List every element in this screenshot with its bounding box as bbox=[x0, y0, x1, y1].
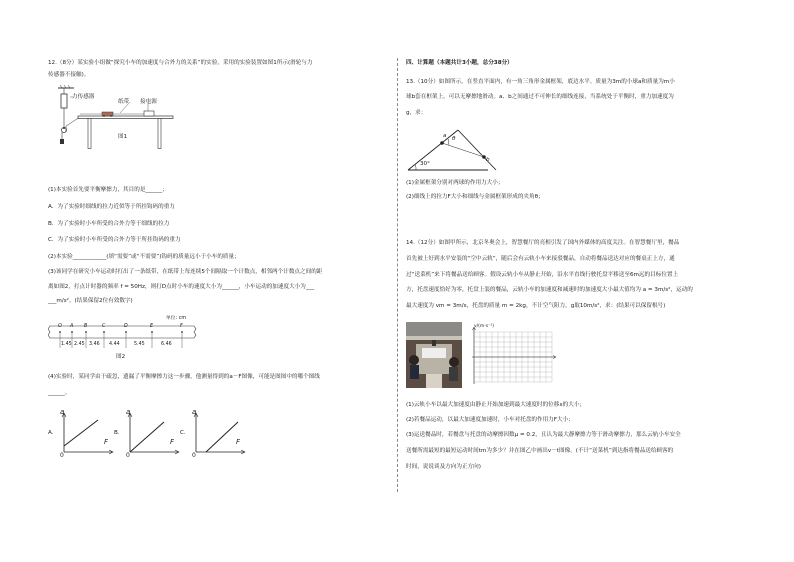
q13-label-theta: θ bbox=[452, 136, 456, 142]
graph-c-xaxis: F bbox=[236, 438, 241, 446]
graph-b-label: B. bbox=[114, 430, 120, 436]
q13-line3: g，求： bbox=[406, 110, 427, 116]
q14-line2: 首先被上好到水平安装的“空中云轨”，随后会有云轨小车来接驳餐品，自动将餐品送达对应的餐桌正上方，通 bbox=[406, 256, 675, 262]
fig2-caption: 图2 bbox=[116, 354, 126, 360]
q12-sub3-line2: 离如图2，打点计时器的频率 f = 50Hz，则打D点时小车的速度大小为______，小车运动的加速度大小为___ bbox=[48, 284, 315, 290]
section-4-heading: 四、计算题（本题共计3小题，总分38分） bbox=[406, 60, 513, 66]
graph-a-origin: 0 bbox=[60, 452, 64, 459]
q12-option-a: A．为了实验时细线的拉力近似等于所挂钩码的重力 bbox=[48, 204, 175, 210]
tape-point-e: E bbox=[150, 324, 154, 329]
graph-b-origin: 0 bbox=[126, 452, 130, 459]
tape-distance-bc: 3.46 bbox=[89, 342, 100, 347]
graph-c-label: C. bbox=[180, 430, 186, 436]
tape-point-d: D bbox=[124, 324, 128, 329]
fig1-sensor-label: 力传感器 bbox=[72, 94, 95, 100]
q12-sub4-line2: ______。 bbox=[48, 390, 71, 396]
q13-sub1: (1)金属框架分别对两球的作用力大小； bbox=[406, 180, 504, 186]
tape-distance-oa: 1.45 bbox=[61, 342, 72, 347]
q13-label-a: a bbox=[443, 133, 447, 139]
q14-line1: 14.（12分）如图甲所示，北京冬奥会上，智慧餐厅的亮相引发了国内外媒体的高度关注。在智慧餐厅里，餐品 bbox=[406, 240, 680, 246]
column-divider bbox=[397, 58, 398, 492]
q12-sub1: (1)本实验首先要平衡摩擦力，其目的是______； bbox=[48, 187, 168, 193]
fig2-unit: 单位: cm bbox=[166, 316, 187, 321]
tape-point-b: B bbox=[84, 324, 88, 329]
tape-distance-de: 5.45 bbox=[134, 342, 145, 347]
q12-sub2: (2)本实验____________(填“需要”或“不需要”)钩码的质量远小于小车的质量； bbox=[48, 254, 240, 260]
q12-option-b: B．为了实验时小车所受的合外力等于细线的拉力 bbox=[48, 221, 170, 227]
q14-line4: 方，托盘速度恰好为零，托盘上装的餐品，云轨小车的加速度和减速时的加速度大小最大值均为 a = 3m/s²，运动的 bbox=[406, 287, 693, 293]
q13-line2: 球b套在框架上，可以无摩擦地滑动。a、b之间通过不可伸长的细线连接，当系统处于平衡时，重力加速度为 bbox=[406, 94, 674, 100]
graph-a-label: A. bbox=[48, 430, 54, 436]
q13-label-b: b bbox=[486, 157, 490, 163]
q14-sub3-line1: (3)运送餐品时，若餐盘与托盘的动摩擦因数μ = 0.2，且认为最大静摩擦力等于滑动摩擦力，那么云轨小车安全 bbox=[406, 432, 681, 438]
fig1-timer-label: 接电源 bbox=[140, 99, 157, 105]
q12-line1: 12.（8分）某实验小组做“探究小车的加速度与合外力的关系”的实验，采用的实验装置如图1所示(滑轮与力 bbox=[48, 60, 313, 66]
q13-triangle-figure bbox=[406, 126, 516, 178]
graph-a-xaxis: F bbox=[104, 438, 109, 446]
q14-sub3-line2: 送餐所需最短的最短运动时间tm为多少？并在图乙中画出v－t图像。(不计“送菜机”到达指将餐品送给顾客的 bbox=[406, 448, 674, 454]
q13-label-angle: 30° bbox=[420, 161, 430, 167]
fig1-caption: 图1 bbox=[118, 134, 128, 140]
tape-point-a: A bbox=[70, 324, 74, 329]
graph-option-a bbox=[48, 408, 118, 466]
q12-line2: 传感器不接触)。 bbox=[48, 72, 90, 78]
restaurant-photo bbox=[406, 322, 462, 388]
figure-2-tape bbox=[48, 316, 198, 366]
q14-line3: 过“送菜机”来下将餐品送给顾客。假设云轨小车从静止开始，沿水平直线行驶托盘平移送至6m远的目标位置上 bbox=[406, 272, 679, 278]
q14-line5: 最大速度为 vm = 3m/s，托盘的质量 m = 2kg，不计空气阻力，g取10m/s²，求：(结果可以保留根号) bbox=[406, 303, 666, 309]
q14-sub3-line3: 时间，说说谈及方向为正方向) bbox=[406, 464, 481, 470]
graph-b-xaxis: F bbox=[170, 438, 175, 446]
q12-option-c: C．为了实验时小车所受的合外力等于所挂钩码的重力 bbox=[48, 237, 181, 243]
q12-sub3-line1: (3)该同学在研究小车运动时打出了一条纸带，在纸带上每连续5个间隔取一个计数点，相邻两个计数点之间的距 bbox=[48, 269, 323, 275]
graph-b-yaxis: a bbox=[126, 408, 131, 416]
q12-sub3-line3: ___m/s²。(结果保留2位有效数字) bbox=[48, 298, 133, 304]
tape-point-c: C bbox=[102, 324, 106, 329]
q12-sub4-line1: (4)实验时，某同学由于疏忽，遗漏了平衡摩擦力这一步骤，他测量得到的a－F图像，可能是图图中的哪个图线 bbox=[48, 374, 320, 380]
vt-grid-figure bbox=[468, 324, 558, 388]
fig1-tape-label: 纸带 bbox=[118, 99, 130, 105]
figure-1-apparatus bbox=[50, 84, 180, 150]
q13-line1: 13.（10分）如图所示，在竖直平面内，有一角三角形金属框架，底边水平。质量为3m的小球a和质量为m小 bbox=[406, 79, 675, 85]
tape-point-f: F bbox=[180, 324, 183, 329]
graph-c-origin: 0 bbox=[192, 452, 196, 459]
tape-point-o: O bbox=[58, 324, 62, 329]
graph-c-yaxis: a bbox=[192, 408, 197, 416]
q14-sub1: (1)云轨小车以最大加速度由静止开始加速到最大速度时的位移x的大小； bbox=[406, 402, 586, 408]
q14-sub2: (2)若餐品运动，以最大加速度加速时，小车对托盘的作用力F大小； bbox=[406, 417, 574, 423]
graph-option-b bbox=[114, 408, 184, 466]
tape-distance-cd: 4.44 bbox=[109, 342, 120, 347]
tape-distance-ef: 6.46 bbox=[161, 342, 172, 347]
graph-a-yaxis: a bbox=[60, 408, 65, 416]
tape-distance-ab: 2.45 bbox=[74, 342, 85, 347]
graph-option-c bbox=[180, 408, 250, 466]
vt-grid-yaxis-label: v/(m·s⁻¹) bbox=[474, 324, 495, 329]
q13-sub2: (2)细线上的拉力F大小和细线与金属框架形成的夹角θ； bbox=[406, 194, 544, 200]
